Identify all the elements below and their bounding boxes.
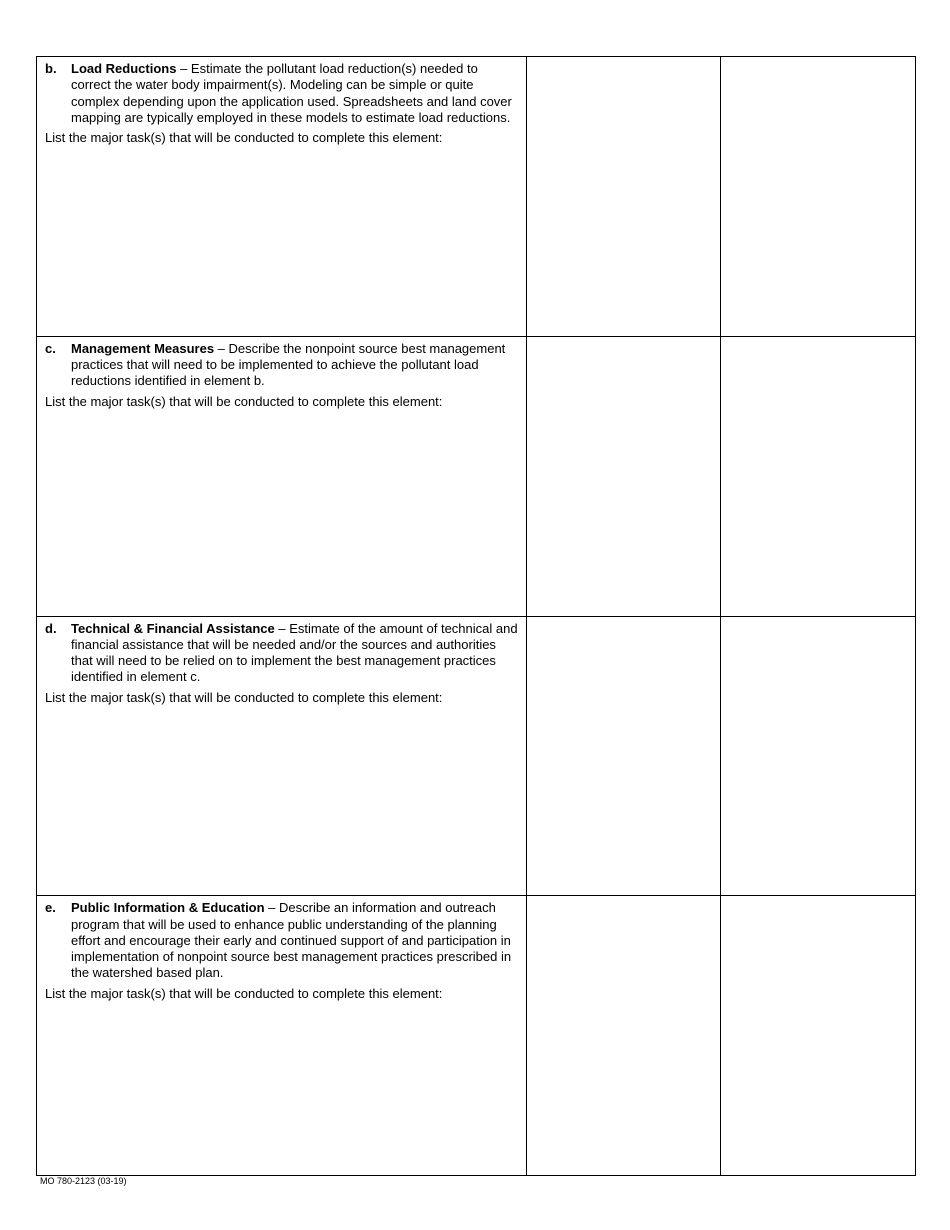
element-description-cell (37, 336, 527, 616)
element-heading (45, 61, 518, 126)
element-letter: d. (45, 620, 57, 636)
element-title: Management Measures (71, 340, 215, 356)
element-description: – Describe the nonpoint source best management practices that will need to be implemented to achieve the pollutant load reductions identified in element b. (71, 340, 506, 389)
element-heading (45, 341, 518, 390)
element-description: – Describe an information and outreach program that will be used to enhance public understanding of the planning effort and encourage their early and continued support of and participation in implementation of nonpoint source best management practices prescribed in the watershed based plan. (71, 900, 512, 981)
element-letter: b. (45, 61, 57, 76)
element-text (71, 900, 518, 981)
element-description-cell (37, 57, 527, 337)
task-list-prompt: List the major task(s) that will be conducted to complete this element: (45, 130, 443, 146)
element-row-e (37, 896, 916, 1176)
element-text (71, 61, 518, 126)
element-heading (45, 900, 518, 981)
element-row-c (37, 336, 916, 616)
entry-cell-column-2[interactable] (527, 57, 721, 337)
entry-cell-column-3[interactable] (721, 336, 916, 616)
element-description-cell (37, 896, 527, 1176)
element-title: Load Reductions (71, 61, 177, 76)
entry-cell-column-2[interactable] (527, 616, 721, 896)
element-description: – Estimate of the amount of technical and financial assistance that will be needed and/or the sources and authorities that will need to be relied on to implement the best management practices identified in element c. (71, 620, 518, 685)
element-row-b (37, 57, 916, 337)
form-number: MO 780-2123 (03-19) (40, 1176, 127, 1186)
entry-cell-column-3[interactable] (721, 616, 916, 896)
element-text (71, 341, 518, 390)
element-title: Public Information & Education (71, 900, 265, 916)
element-description-cell (37, 616, 527, 896)
form-table (36, 56, 916, 1176)
task-list-prompt: List the major task(s) that will be conducted to complete this element: (45, 689, 443, 705)
task-list-prompt: List the major task(s) that will be conducted to complete this element: (45, 393, 443, 409)
task-list-prompt: List the major task(s) that will be conducted to complete this element: (45, 985, 443, 1001)
element-letter: e. (45, 900, 56, 916)
entry-cell-column-2[interactable] (527, 896, 721, 1176)
element-row-d (37, 616, 916, 896)
entry-cell-column-3[interactable] (721, 896, 916, 1176)
entry-cell-column-3[interactable] (721, 57, 916, 337)
element-letter: c. (45, 340, 56, 356)
element-text (71, 621, 518, 686)
element-heading (45, 621, 518, 686)
element-title: Technical & Financial Assistance (71, 620, 275, 636)
element-description: – Estimate the pollutant load reduction(s) needed to correct the water body impairment(s). Modeling can be simple or quite complex depending upon the application used. Spreadsheets and land cover mapping are typically employed in these models to estimate load reductions. (71, 61, 512, 125)
entry-cell-column-2[interactable] (527, 336, 721, 616)
